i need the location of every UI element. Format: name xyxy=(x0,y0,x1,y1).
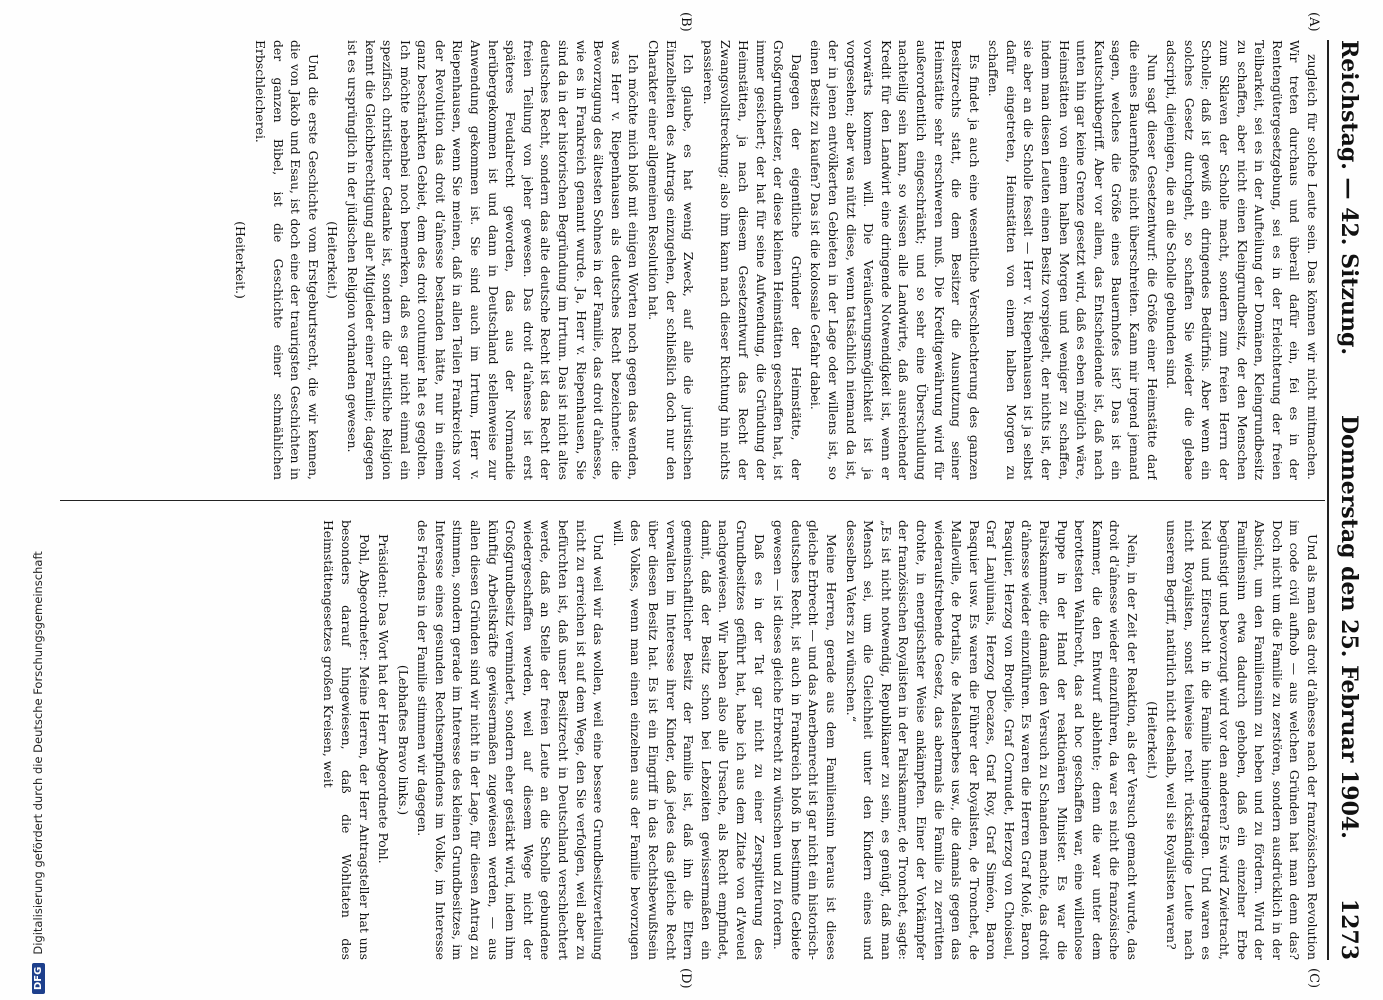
speaker-statement: Pohl, Abgeordneter: Meine Herren, der Herr Antragsteller hat uns besonders darauf hingewiesen, daß die Wohltaten des Heimstättengesetzes großen Kreisen, weit xyxy=(321,520,372,960)
interjection: (Heiterkeit.) xyxy=(233,221,249,299)
paragraph: Ich möchte mich bloß mit einigen Worten noch gegen das wenden, was Herr v. Riepenhausen als deutsches Recht bezeichnete: die Bevorzugung des ältesten Sohnes in der Familie, das droit d'aînesse, wie es in Frankreich genannt wurde. Ja, Herr v. Riepenhausen, Sie sind da in der historischen Begründung im Irrtum. Das ist nicht altes deutsches Recht, sondern das alte deutsche Recht ist das Recht der freien Teilung von jeher gewesen. Das droit d'aînesse ist erst späteres Feudalrecht geworden, das aus der Normandie herübergekommen ist und dann in Deutschland stellenweise zur Anwendung gekommen ist. Sie sind auch im Irrtum, Herr v. Riepenhausen, wenn Sie meinen, daß in allen Teilen Frankreichs vor der Revolution das droit d'aînesse bestanden hätte, nur in einem ganz beschränkten Gebiet, dem des droit coutumier hat es gegolten. Ich möchte nebenbei noch bemerken, daß es gar nicht einmal ein spezifisch christlicher Gedanke ist, sondern die christliche Religion kennt die Gleichberechtigung aller Mitglieder einer Familie; dagegen ist es ursprünglich in der jüdischen Religion vorhanden gewesen. xyxy=(344,40,642,480)
paragraph: Ich glaube, es hat wenig Zweck, auf alle die juristischen Einzelheiten des Antrags einzugehen, der schließlich doch nur den Charakter einer allgemeinen Resolution hat. xyxy=(646,40,697,480)
interjection: (Heiterkeit.) xyxy=(325,221,341,299)
credit-text: Digitalisierung gefördert durch die Deutsche Forschungsgemeinschaft xyxy=(31,551,45,955)
column-divider xyxy=(60,500,1325,501)
page-header xyxy=(1327,40,1369,960)
digitization-credit xyxy=(23,0,53,1000)
right-column xyxy=(70,520,1321,960)
paragraph: Und als man das droit d'aînesse nach der französischen Revolution im code civil aufhob — aus welchen Gründen hat man denn das? Doch nicht um die Familie zu zerstören, sondern ausdrücklich in der Absicht, um den Familiensinn zu heben und zu fördern. Wird der Familiensinn etwa dadurch gehoben, daß ein einzelner Erbe begünstigt und bevorzugt wird vor den anderen? Es wird Zwietracht, Neid und Eifersucht in die Familie hineingetragen. Und waren es nicht Royalisten, sonst teilweise recht rückständige Leute nach unserem Begriff, natürlich nicht deshalb, weil sie Royalisten waren? xyxy=(1164,520,1320,960)
interjection: (Lebhaftes Bravo links.) xyxy=(395,664,411,816)
paragraph: Es findet ja auch eine wesentliche Verschlechterung des ganzen Besitzrechts statt, die dem Besitzer die Ausnutzung seiner Heimstätte sehr erschweren muß. Die Kreditgewährung wird für außerordentlich eingeschränkt; und so sehr eine Überschuldung nachteilig sein kann, so wissen alle Landwirte, daß ausreichender Kredit für den Landwirt eine dringende Notwendigkeit ist, wenn er vorwärts kommen will. Die Veräußerungsmöglichkeit ist ja vorgesehen; aber was nützt diese, wenn tatsächlich niemand da ist, der in jenen entvölkerten Gebieten in der Lage oder willens ist, so einen Besitz zu kaufen? Das ist die kolossale Gefahr dabei. xyxy=(808,40,982,480)
paragraph: zugleich für solche Leute sein. Das können wir nicht mitmachen. Wir treten durchaus und überall dafür ein, fei es in der Rentengütergesetzgebung, sei es in der Erleichterung der freien Teilbarkeit, sei es in der Aufteilung der Domänen, Kleingrundbesitz zu schaffen, aber nicht einen Kleingrundbesitz, der den Menschen zum Sklaven der Scholle macht, sondern zum freien Herrn der Scholle; daß ist gewiß ein dringendes Bedürfnis. Aber wenn ein solches Gesetz durchgeht, so schaffen Sie wieder die glebae adscripti, diejenigen, die an die Scholle gebunden sind. xyxy=(1164,40,1320,480)
paragraph: Und weil wir das wollen, weil eine bessere Grundbesitzverteilung nicht zu erreichen ist auf dem Wege, den Sie verfolgen, weil aber zu befürchten ist, daß unser Besitzrecht in Deutschland verschlechtert werde, daß an Stelle der freien Leute an die Scholle gebundene wiedergeschaffen werden, weil auf diesem Wege nicht der Großgrundbesitz vermindert, sondern eher gestärkt wird, indem ihm künftig Arbeitskräfte gewissermaßen zugewiesen werden, — aus allen diesen Gründen sind wir nicht in der Lage, für diesen Antrag zu stimmen, sondern gerade im Interesse des kleinen Grundbesitzes, im Interesse eines gesunden Rechtsempfindens im Volke, im Interesse des Friedens in der Familie stimmen wir dagegen. xyxy=(415,520,607,960)
president-statement: Präsident: Das Wort hat der Herr Abgeordnete Pohl. xyxy=(376,534,392,864)
margin-letter-b: (B) xyxy=(678,12,693,32)
dfg-logo: DFG xyxy=(32,963,45,994)
paragraph: Meine Herren, gerade aus dem Familiensinn heraus ist dieses gleiche Erbrecht — und das Anerbenrecht ist gar nicht ein historisch-deutsches Recht, ist auch in Frankreich bloß in bestimmte Gebiete gewesen — ist dieses gleiche Erbrecht zu wünschen und zu fordern. xyxy=(771,520,839,960)
margin-letter-c: (C) xyxy=(1306,968,1321,989)
margin-letter-a: (A) xyxy=(1306,12,1321,32)
left-column xyxy=(70,40,1321,480)
paragraph: Dagegen der eigentliche Gründer der Heimstätte, der Großgrundbesitzer, der diese kleinen Heimstätten geschaffen hat, ist immer gesichert; der hat für seine Aufwendung, die Gründung der Heimstätten, ja nach diesem Gesetzentwurf das Recht der Zwangsvollstreckung; also ihm kann nach dieser Richtung hin nichts passieren. xyxy=(700,40,804,480)
paragraph: Daß es in der Tat gar nicht zu einer Zersplitterung des Grundbesitzes geführt hat, habe ich aus dem Zitate von d'Aveuel nachgewiesen. Wir haben also alle Ursache, als Recht empfindet, damit, daß der Besitz schon bei Lebzeiten gewissermaßen ein gemeinschaftlicher Besitz der Familie ist, daß ihn die Eltern verwalten im Interesse ihrer Kinder, daß jedes das gleiche Recht über diesen Besitz hat. Es ist ein Eingriff in das Rechtsbewußtsein des Volkes, wenn man einen einzelnen aus der Familie bevorzugen will. xyxy=(610,520,767,960)
header-left: Reichstag. — 42. Sitzung. xyxy=(1336,40,1362,356)
paragraph: Und die erste Geschichte vom Erstgeburtsrecht, die wir kennen, die von Jakob und Esau, ist doch eine der traurigsten Geschichten in der ganzen Bibel, ist die Geschichte einer schmählichen Erbschleicherei. xyxy=(252,40,321,480)
margin-letter-d: (D) xyxy=(678,968,693,989)
paragraph: Nein, in der Zeit der Reaktion, als der Versuch gemacht wurde, das droit d'aînesse wieder einzuführen, da war es nicht die französische Kammer, die den Entwurf ablehnte; denn die war unter dem berottesten Wahlrecht, das ad hoc geschaffen war, eine willenlose Puppe in der Hand der reaktionären Minister. Es war die Pairskammer, die damals den Versuch zu Schanden machte, das droit d'aînesse wieder einzuführen. Es waren die Herren Graf Molé, Baron Pasquier, Herzog von Broglie, Graf Cornudet, Herzog von Choiseul, Graf Lanjuinais, Herzog Decazes, Graf Roy, Graf Siméon, Baron Pasquier usw. Es waren die Führer der Royalisten, de Tronchet, de Malleville, de Portalis, de Malesherbes usw., die damals gegen das wiederaufstrebende Gesetz, das abermals die Familie zu zerrütten drohte, in energischster Weise ankämpften. Einer der Vorkämpfer der französischen Royalisten in der Pairskammer, de Tronchet, sagte: „Es ist nicht notwendig, Republikaner zu sein, es genügt, daß man Mensch sei, um die Gleichheit unter den Kindern eines und desselben Vaters zu wünschen.“ xyxy=(843,520,1141,960)
interjection: (Heiterkeit.) xyxy=(1144,701,1160,779)
header-date: Donnerstag den 25. Februar 1904. xyxy=(1336,414,1362,839)
page-number: 1273 xyxy=(1336,898,1362,960)
paragraph: Nun sagt dieser Gesetzentwurf: die Größe einer Heimstätte darf die eines Bauernhofes nicht überschreiten. Kann mir irgend jemand sagen, welches die Größe eines Bauernhofes ist? Das ist ein Kautschukbegriff. Aber vor allem, das Entscheidende ist, daß nach unten hin gar keine Grenze gesetzt wird, daß es eben möglich wäre, Heimstätten von einem halben Morgen und weniger zu schaffen, indem man diesen Leuten einen Besitz vorspiegelt, der nichts ist, der sie aber an die Scholle fesselt — Herr v. Riepenhausen ist ja selbst dafür eingetreten, Heimstätten von einem halben Morgen zu schaffen. xyxy=(986,40,1160,480)
